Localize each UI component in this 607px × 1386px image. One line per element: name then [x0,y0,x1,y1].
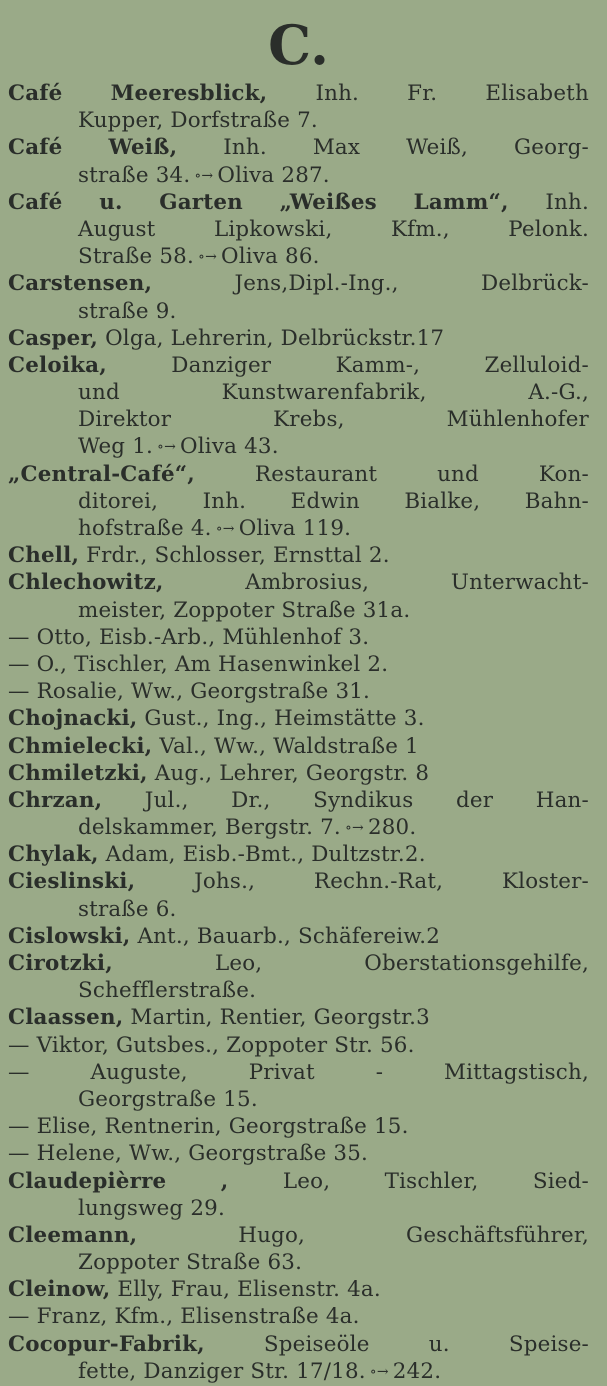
entry-line-text [8,1304,360,1329]
entry-text: Aug., Lehrer, Georgstr. 8 [154,760,430,786]
entry-line [8,923,589,950]
directory-entry [8,733,589,760]
entry-line-text [8,326,444,351]
directory-entry [8,1004,589,1031]
directory-entry [8,189,589,271]
entry-line-text [8,1033,415,1058]
entry-text-word: - [375,1059,384,1085]
entry-text-word: Inh. [202,488,247,514]
entry-text: Gust., Ing., Heimstätte 3. [144,706,425,732]
entry-line [8,1113,589,1140]
entry-text: — Franz, Kfm., Elisenstraße 4a. [8,1304,360,1330]
entry-text: Kupper, Dorfstraße 7. [78,108,318,134]
directory-entries [8,80,589,1385]
directory-entry [8,352,589,461]
directory-entry [8,624,589,651]
entry-name-word: Claudepièrre [8,1168,167,1194]
entry-line-text [8,1114,409,1139]
entry-text: Zoppoter Straße 63. [78,1250,303,1276]
directory-entry [8,1168,589,1222]
entry-text-word: Johs., [194,869,256,895]
entry-text-word: Han- [535,787,589,813]
entry-name-word: Celoika, [8,352,107,378]
entry-text: lungsweg 29. [78,1195,225,1221]
entry-text-word: Zelluloid- [484,352,589,378]
entry-line [8,569,589,596]
entry-line-text [78,598,410,623]
telephone-icon: ∘→ [369,1363,389,1380]
entry-line [8,80,589,107]
entry-line-text [78,108,318,133]
entry-line-text [78,163,330,188]
entry-phone: 242. [392,1358,442,1384]
entry-phone: Oliva 119. [238,516,352,541]
entry-text: straße 9. [78,298,177,324]
entry-text-word: Bialke, [404,488,481,514]
entry-text-word: Elisabeth [485,81,589,106]
entry-text-word: u. [428,1331,450,1357]
entry-line-text [8,1005,430,1030]
entry-name: Chojnacki, [8,706,138,732]
entry-text-word: Fr. [407,81,438,106]
entry-text-word: Ambrosius, [245,570,370,596]
directory-entry [8,542,589,569]
entry-line-text [8,1277,381,1302]
entry-line-text [78,516,351,541]
entry-line [8,1086,589,1113]
entry-text-word: A.-G., [528,380,589,406]
directory-entry [8,1059,589,1113]
entry-line-text [8,842,426,867]
directory-entry [8,950,589,1004]
entry-text-word: Geschäftsführer, [406,1222,589,1248]
telephone-icon: ∘→ [198,249,217,266]
entry-name-word: Café [8,189,63,215]
entry-text: fette, Danziger Str. 17/18. [78,1358,366,1384]
entry-name-word: „Weißes [279,189,377,215]
entry-text-word: Restaurant [254,461,378,487]
entry-line [8,189,589,216]
entry-line-text [78,1196,225,1221]
directory-entry [8,134,589,188]
entry-line-text [78,299,177,324]
entry-line-text [78,815,416,840]
entry-text-word: Krebs, [273,407,345,433]
entry-text-word: Jul., [144,787,189,813]
entry-line [8,352,589,379]
entry-text-word: Syndikus [313,787,414,813]
entry-text: Elly, Frau, Elisenstr. 4a. [117,1277,381,1303]
entry-text: Martin, Rentier, Georgstr.3 [130,1005,430,1031]
directory-entry [8,1331,589,1385]
entry-line [8,624,589,651]
entry-line [8,243,589,270]
entry-text-word: Inh. [545,189,589,215]
entry-text-word: Jens,Dipl.-Ing., [234,271,399,297]
directory-entry [8,461,589,543]
directory-entry [8,80,589,134]
directory-entry [8,1276,589,1303]
entry-line [8,678,589,705]
entry-line-text [8,625,369,650]
entry-line [8,433,589,460]
entry-text-word: der [456,787,494,813]
entry-line [8,868,589,895]
entry-name: Cislowski, [8,923,131,949]
entry-line [8,1195,589,1222]
entry-line [8,787,589,814]
entry-line [8,270,589,297]
entry-text: meister, Zoppoter Straße 31a. [78,597,411,623]
entry-text-word: Weiß, [406,135,468,161]
entry-phone: Oliva 287. [217,162,330,188]
section-letter-heading: C. [268,13,329,77]
entry-line-text [78,978,256,1003]
entry-text: — Otto, Eisb.-Arb., Mühlenhof 3. [8,624,370,650]
directory-entry [8,678,589,705]
entry-name: Chell, [8,543,80,569]
entry-line [8,1059,589,1086]
entry-line [8,406,589,433]
entry-line [8,597,589,624]
entry-name-word: Garten [159,189,243,215]
entry-name-word: Weiß, [108,135,178,161]
entry-text: Olga, Lehrerin, Delbrückstr.17 [105,325,445,351]
entry-name-word: Cocopur-Fabrik, [8,1331,205,1357]
entry-text-word: Inh. [223,135,267,161]
entry-line-text [8,706,425,731]
entry-text-word: Edwin [290,488,360,514]
entry-text-word: Oberstationsgehilfe, [364,951,589,976]
entry-text: Straße 58. [78,244,194,270]
entry-line [8,1303,589,1330]
entry-line [8,488,589,515]
entry-line [8,379,589,406]
entry-name-word: Carstensen, [8,271,153,297]
entry-name: Cleinow, [8,1277,111,1303]
directory-entry [8,270,589,324]
directory-entry [8,1140,589,1167]
entry-text-word: Leo, [282,1168,331,1194]
entry-line-text [78,1250,302,1275]
entry-line [8,977,589,1004]
entry-line-text [8,543,390,568]
telephone-icon: ∘→ [157,439,177,456]
entry-text: Ant., Bauarb., Schäfereiw.2 [137,923,441,949]
directory-entry [8,569,589,623]
entry-line [8,733,589,760]
entry-text: delskammer, Bergstr. 7. [78,815,341,841]
entry-text-word: Georg- [514,135,589,161]
entry-text-word: Dr., [231,787,271,813]
entry-text-word: Hugo, [238,1222,306,1248]
entry-line [8,162,589,189]
entry-line [8,1032,589,1059]
entry-text-word: Max [312,135,361,161]
entry-text-word: und [78,380,120,406]
entry-text-word: Kfm., [390,216,450,242]
entry-name-word: Café [8,135,63,161]
entry-line [8,1140,589,1167]
directory-entry [8,923,589,950]
entry-line-text [78,434,279,459]
entry-line [8,542,589,569]
entry-text-word: Danziger [171,352,272,378]
directory-entry [8,1113,589,1140]
entry-text-word: Lipkowski, [213,216,333,242]
entry-name-word: Chrzan, [8,787,103,813]
entry-text-word: Leo, [214,951,263,976]
entry-line [8,461,589,488]
entry-name-word: Cieslinski, [8,869,136,895]
entry-text-word: Bahn- [524,488,589,514]
entry-text-word: Kamm-, [335,352,421,378]
entry-name-word: Café [8,81,63,106]
entry-phone: Oliva 86. [221,244,320,270]
entry-text: — Rosalie, Ww., Georgstraße 31. [8,679,371,705]
entry-line [8,1276,589,1303]
entry-name-word: Cleemann, [8,1222,138,1248]
entry-text: straße 34. [78,162,191,188]
entry-phone: 280. [367,815,417,841]
telephone-icon: ∘→ [215,521,235,537]
directory-entry [8,1032,589,1059]
entry-line-text [8,1141,368,1166]
entry-text-word: Sied- [532,1168,589,1194]
entry-name: Casper, [8,325,99,351]
directory-entry [8,760,589,787]
entry-line-text [8,924,440,949]
entry-name: Chylak, [8,842,99,868]
entry-line [8,134,589,161]
entry-text-word: und [437,461,479,487]
entry-name: Chmiletzki, [8,760,148,786]
entry-text-word: Auguste, [90,1059,188,1085]
entry-line [8,1331,589,1358]
entry-line [8,841,589,868]
entry-text-word: Inh. [315,81,360,106]
entry-phone: Oliva 43. [180,434,279,460]
entry-text-word: Speise- [508,1331,589,1357]
entry-name-word: , [220,1168,229,1194]
entry-line [8,107,589,134]
entry-text: — O., Tischler, Am Hasenwinkel 2. [8,651,389,677]
entry-text-word: August [78,216,156,242]
entry-text-word: Mittagstisch, [444,1059,589,1085]
entry-name-word: Lamm“, [413,189,509,215]
entry-name-word: u. [99,189,123,215]
entry-line-text [78,244,320,269]
entry-line [8,515,589,542]
entry-text: Adam, Eisb.-Bmt., Dultzstr.2. [105,842,426,868]
entry-text-word: Mühlenhofer [446,407,589,433]
directory-entry [8,868,589,922]
entry-line [8,216,589,243]
entry-line-text [8,652,388,677]
entry-line [8,298,589,325]
entry-text-word: Pelonk. [508,216,589,242]
directory-entry [8,651,589,678]
entry-line-text [8,679,370,704]
entry-line [8,651,589,678]
directory-entry [8,841,589,868]
entry-line [8,1249,589,1276]
entry-text-word: Kunstwarenfabrik, [221,380,427,406]
directory-entry [8,325,589,352]
entry-text: Schefflerstraße. [78,978,257,1004]
entry-name-word: Chlechowitz, [8,570,164,596]
entry-text-word: Privat [248,1059,315,1085]
entry-line [8,760,589,787]
entry-text-word: Speiseöle [263,1331,370,1357]
entry-line [8,814,589,841]
entry-text-word: Kloster- [501,869,589,895]
entry-text: Frdr., Schlosser, Ernsttal 2. [86,543,390,569]
entry-text: straße 6. [78,896,177,922]
entry-line-text [8,761,429,786]
telephone-icon: ∘→ [194,167,214,184]
entry-line [8,705,589,732]
entry-text-word: — [8,1059,30,1085]
entry-text: — Elise, Rentnerin, Georgstraße 15. [8,1114,409,1140]
entry-line-text [8,734,419,759]
entry-text: hofstraße 4. [78,516,212,541]
entry-text-word: Direktor [78,407,172,433]
entry-line [8,1168,589,1195]
directory-entry [8,1222,589,1276]
entry-text-word: ditorei, [78,488,159,514]
telephone-icon: ∘→ [344,820,364,837]
entry-line-text [78,897,177,922]
entry-line [8,1358,589,1385]
entry-text: — Helene, Ww., Georgstraße 35. [8,1141,369,1167]
entry-name: Claassen, [8,1005,124,1031]
entry-name: Chmielecki, [8,733,153,759]
entry-text-word: Tischler, [384,1168,479,1194]
entry-line-text [78,1087,258,1112]
directory-entry [8,787,589,841]
entry-line [8,1222,589,1249]
entry-text-word: Rechn.-Rat, [313,869,444,895]
entry-text-word: Kon- [538,461,589,487]
entry-name-word: Meeresblick, [110,81,268,106]
entry-text: Weg 1. [78,434,154,460]
entry-line [8,950,589,977]
entry-line [8,325,589,352]
entry-line [8,896,589,923]
entry-line [8,1004,589,1031]
entry-text: Georgstraße 15. [78,1086,258,1112]
entry-text-word: Unterwacht- [450,570,589,596]
entry-line-text [78,1359,441,1384]
entry-name-word: Cirotzki, [8,951,113,976]
entry-text-word: Delbrück- [481,271,589,297]
directory-entry [8,705,589,732]
entry-text: — Viktor, Gutsbes., Zoppoter Str. 56. [8,1032,415,1058]
entry-text: Val., Ww., Waldstraße 1 [159,733,419,759]
directory-entry [8,1303,589,1330]
entry-name-word: „Central-Café“, [8,461,195,487]
